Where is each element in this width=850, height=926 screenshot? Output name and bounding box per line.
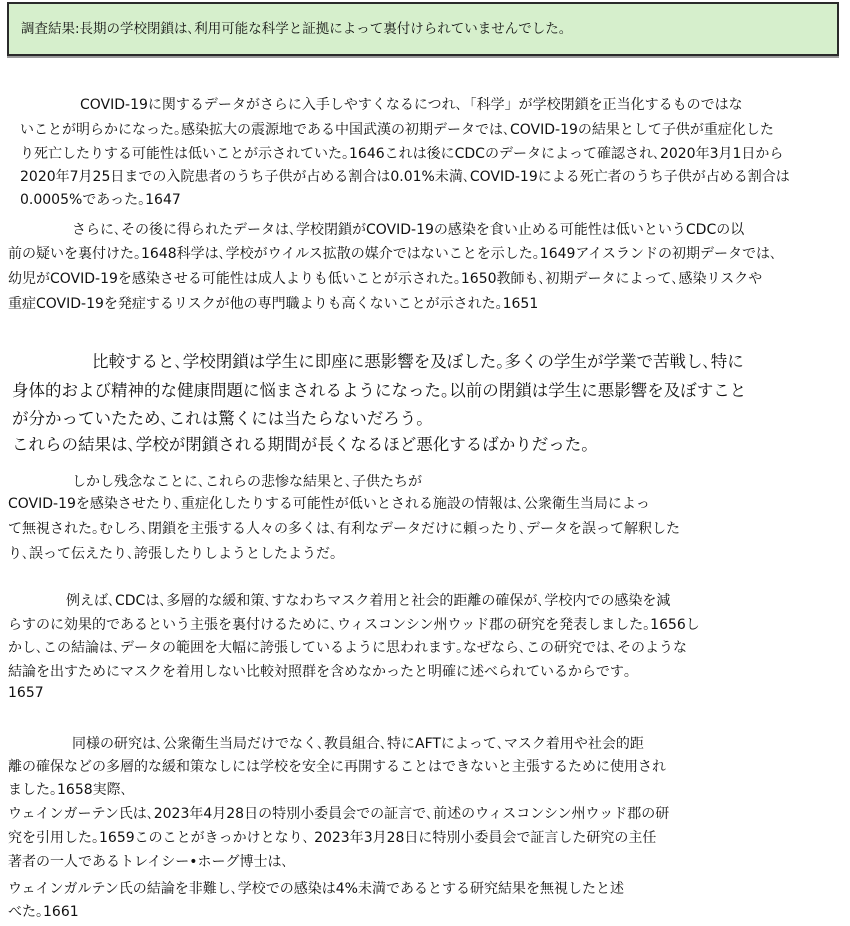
text-line: 著者の一人であるトレイシー•ホーグ博士は､: [8, 854, 289, 870]
text-line: 同様の研究は､公衆衛生当局だけでなく､教員組合､特にAFTによって､マスク着用や社会的距: [72, 736, 644, 752]
text-line: さらに､その後に得られたデータは､学校閉鎖がCOVID-19の感染を食い止める可能性は低いというCDCの以: [72, 222, 745, 238]
text-line: て無視された｡むしろ､閉鎖を主張する人々の多くは､有利なデータだけに頼ったり､データを誤って解釈した: [8, 521, 680, 537]
text-line: 離の確保などの多層的な緩和策なしには学校を安全に再開することはできないと主張するために使用され: [8, 759, 666, 775]
text-line: らすのに効果的であるという主張を裏付けるために､ウィスコンシン州ウッド郡の研究を発表しました｡1656し: [8, 617, 700, 633]
text-line: ウェインガルテン氏の結論を非難し､学校での感染は4%未満であるとする研究結果を無視したと述: [8, 881, 624, 897]
text-line: 2020年7月25日までの入院患者のうち子供が占める割合は0.01%未満､COVID-19による死亡者のうち子供が占める割合は: [20, 169, 790, 185]
text-line: ウェインガーテン氏は､2023年4月28日の特別小委員会での証言で､前述のウィスコンシン州ウッド郡の研: [8, 806, 670, 822]
text-line: 前の疑いを裏付けた｡1648科学は､学校がウイルス拡散の媒介ではないことを示した｡1649アイスランドの初期データでは､: [8, 246, 778, 262]
finding-heading: 調査結果:長期の学校閉鎖は､利用可能な科学と証拠によって裏付けられていませんでした｡: [21, 21, 566, 37]
text-line: ました｡1658実際､: [8, 782, 128, 798]
text-line: かし､この結論は､データの範囲を大幅に誇張しているように思われます｡なぜなら､この研究では､そのような: [8, 640, 687, 656]
text-line: り､誤って伝えたり､誇張したりしようとしたようだ｡: [8, 546, 337, 562]
text-line: が分かっていたため､これは驚くには当たらないだろう｡: [12, 409, 425, 428]
text-line: べた｡1661: [8, 904, 79, 920]
text-line: 結論を出すためにマスクを着用しない比較対照群を含めなかったと明確に述べられているからです｡: [8, 664, 631, 680]
text-line: COVID-19を感染させたり､重症化したりする可能性が低いとされる施設の情報は､公衆衛生当局によっ: [8, 496, 650, 512]
text-line: COVID-19に関するデータがさらに入手しやすくなるにつれ､「科学」が学校閉鎖を正当化するものではな: [80, 97, 743, 113]
text-line: 究を引用した｡1659このことがきっかけとなり､ 2023年3月28日に特別小委員会で証言した研究の主任: [8, 830, 657, 846]
text-line: 重症COVID-19を発症するリスクが他の専門職よりも高くないことが示された｡1651: [8, 296, 539, 312]
text-line: 身体的および精神的な健康問題に悩まされるようになった｡以前の閉鎖は学生に悪影響を及ぼすこと: [12, 381, 747, 400]
text-line: いことが明らかになった｡感染拡大の震源地である中国武漢の初期データでは､COVID-19の結果として子供が重症化した: [20, 122, 774, 138]
finding-box: [7, 2, 839, 56]
text-line: り死亡したりする可能性は低いことが示されていた｡1646これは後にCDCのデータによって確認され､2020年3月1日から: [20, 146, 784, 162]
text-line: 幼児がCOVID-19を感染させる可能性は成人よりも低いことが示された｡1650教師も､初期データによって､感染リスクや: [8, 271, 763, 287]
text-line: しかし残念なことに､これらの悲惨な結果と､子供たちが: [72, 474, 422, 490]
text-line: 例えば､CDCは､多層的な緩和策､すなわちマスク着用と社会的距離の確保が､学校内での感染を減: [66, 593, 671, 609]
text-line: 1657: [8, 685, 44, 701]
text-line: これらの結果は､学校が閉鎖される期間が長くなるほど悪化するばかりだった｡: [12, 435, 590, 454]
text-line: 比較すると､学校閉鎖は学生に即座に悪影響を及ぼした｡多くの学生が学業で苦戦し､特に: [92, 352, 744, 371]
text-line: 0.0005%であった｡1647: [20, 192, 181, 208]
